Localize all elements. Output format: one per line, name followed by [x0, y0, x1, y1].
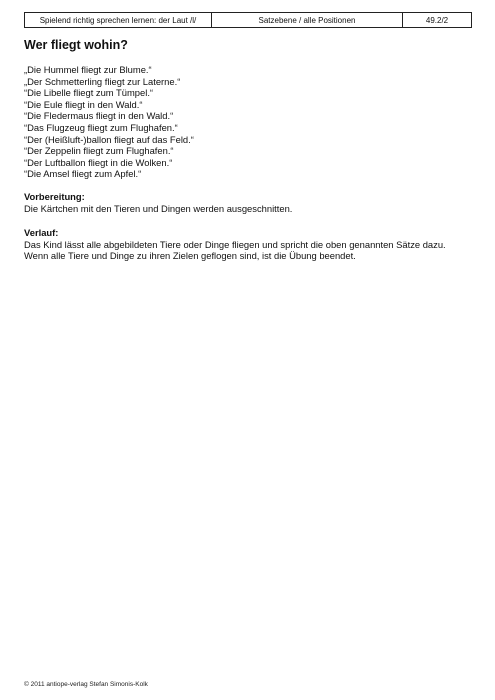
sentence	[24, 145, 194, 157]
sentence	[24, 87, 194, 99]
course-heading: Verlauf:	[24, 227, 59, 238]
sentence-text: “Die Eule fliegt in den Wald.“	[24, 98, 143, 110]
preparation-text: Die Kärtchen mit den Tieren und Dingen werden ausgeschnitten.	[24, 202, 293, 214]
copyright-footer: © 2011 antiope-verlag Stefan Simonis-Kolk	[24, 681, 148, 688]
header-exercise-level: Satzebene / alle Positionen	[212, 13, 403, 27]
sentence-text: “Der Zeppelin fliegt zum Flughafen.“	[24, 145, 174, 157]
sentence-text: “Die Amsel fliegt zum Apfel.“	[24, 168, 142, 180]
preparation-section	[24, 191, 474, 214]
page-title: Wer fliegt wohin?	[24, 38, 128, 52]
sentence	[24, 110, 194, 122]
sentence-text: “Der Luftballon fliegt in die Wolken.“	[24, 156, 173, 168]
sentence-text: “Die Libelle fliegt zum Tümpel.“	[24, 87, 154, 99]
course-section	[24, 227, 474, 262]
preparation-heading: Vorbereitung:	[24, 191, 85, 202]
sentence-text: “Der (Heißluft-)ballon fliegt auf das Feld.“	[24, 133, 194, 145]
sentence	[24, 76, 194, 88]
sentence-text: „Die Hummel fliegt zur Blume.“	[24, 64, 152, 75]
sentence-text: “Das Flugzeug fliegt zum Flughafen.“	[24, 121, 178, 133]
sentence	[24, 99, 194, 111]
sentence	[24, 157, 194, 169]
sentence	[24, 134, 194, 146]
header-table	[24, 12, 472, 28]
sentence	[24, 168, 194, 180]
header-page-number: 49.2/2	[425, 15, 449, 25]
sentence	[24, 64, 194, 76]
course-text-1: Das Kind lässt alle abgebildeten Tiere oder Dinge fliegen und spricht die oben genannten Sätze dazu.	[24, 238, 446, 250]
sentence	[24, 122, 194, 134]
sentence-text: “Die Fledermaus fliegt in den Wald.“	[24, 110, 174, 122]
header-series-title: Spielend richtig sprechen lernen: der Laut /l/	[25, 13, 212, 27]
sentence-text: „Der Schmetterling fliegt zur Laterne.“	[24, 75, 181, 87]
sentence-list	[24, 64, 194, 180]
course-text-2: Wenn alle Tiere und Dinge zu ihren Zielen geflogen sind, ist die Übung beendet.	[24, 250, 356, 262]
